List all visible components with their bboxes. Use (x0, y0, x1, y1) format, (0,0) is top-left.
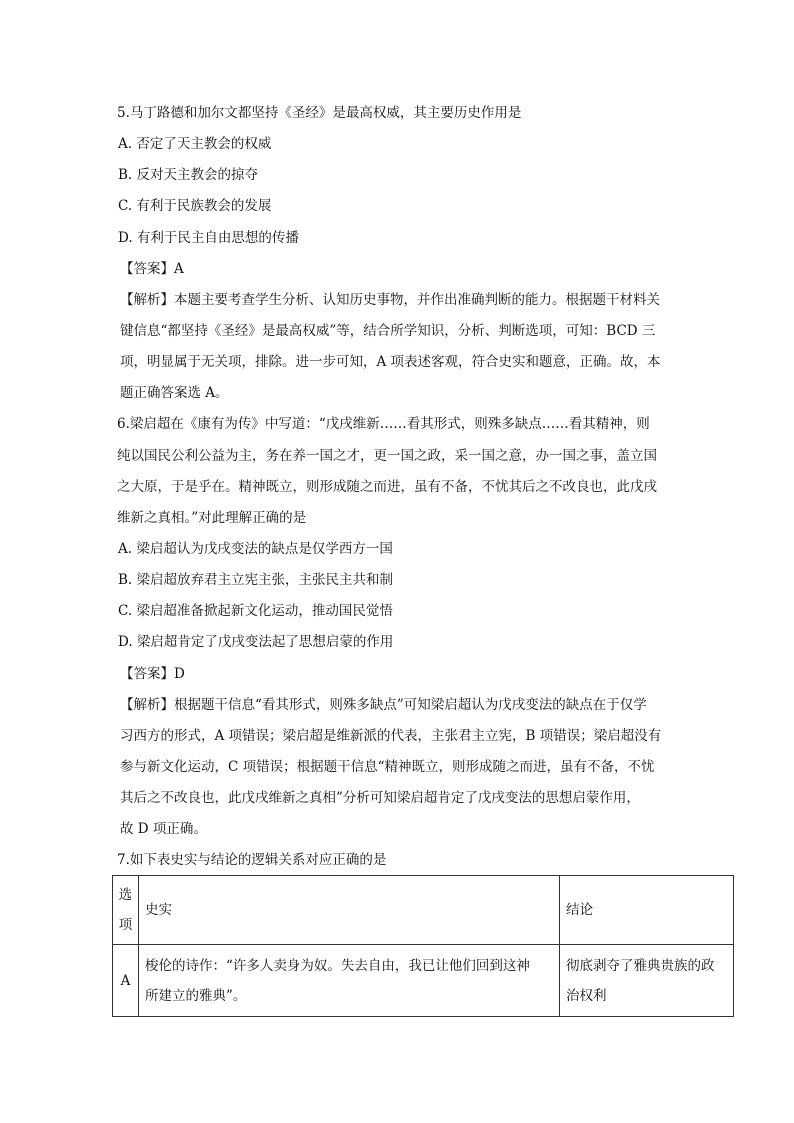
q5-analysis-line: 【解析】本题主要考查学生分析、认知历史事物，并作出准确判断的能力。根据题干材料关 (120, 292, 660, 308)
q6-analysis-line: 其后之不改良也，此戊戌维新之真相”分析可知梁启超肯定了戊戌变法的思想启蒙作用， (120, 790, 640, 806)
q5-option-a: A. 否定了天主教会的权威 (118, 136, 272, 152)
q6-analysis-line: 习西方的形式，A 项错误；梁启超是维新派的代表，主张君主立宪，B 项错误；梁启超没有 (120, 728, 662, 744)
header-fact-cell: 史实 (139, 876, 560, 945)
q5-analysis-line: 题正确答案选 A。 (120, 385, 229, 401)
q6-stem-line: 之大原，于是乎在。精神既立，则形成随之而进，虽有不备，不忧其后之不改良也，此戊戌 (117, 479, 657, 495)
q6-stem-line: 纯以国民公利公益为主，务在养一国之才，更一国之政，采一国之意，办一国之事，盖立国 (117, 448, 657, 464)
q5-option-d: D. 有利于民主自由思想的传播 (118, 230, 299, 246)
q6-option-c: C. 梁启超准备掀起新文化运动，推动国民觉悟 (118, 603, 393, 619)
q5-analysis-line: 项，明显属于无关项，排除。进一步可知，A 项表述客观，符合史实和题意，正确。故，本 (120, 354, 661, 370)
q6-stem-line: 维新之真相。”对此理解正确的是 (117, 510, 307, 526)
fact-text-line: 所建立的雅典”。 (145, 987, 247, 1004)
q6-stem-line: 6.梁启超在《康有为传》中写道：“戊戌维新……看其形式，则殊多缺点……看其精神，则 (117, 416, 650, 432)
q6-option-a: A. 梁启超认为戊戌变法的缺点是仅学西方一国 (118, 541, 393, 557)
conclusion-text-line: 治权利 (566, 987, 607, 1004)
q6-option-d: D. 梁启超肯定了戊戌变法起了思想启蒙的作用 (118, 634, 394, 650)
q6-analysis-line: 【解析】根据题干信息“看其形式，则殊多缺点”可知梁启超认为戊戌变法的缺点在于仅学 (120, 697, 647, 713)
option-cell: A (113, 945, 139, 1017)
q5-stem: 5.马丁路德和加尔文都坚持《圣经》是最高权威，其主要历史作用是 (117, 105, 522, 121)
conclusion-text-line: 彻底剥夺了雅典贵族的政 (566, 957, 715, 974)
q5-analysis-line: 键信息“都坚持《圣经》是最高权威”等，结合所学知识，分析、判断选项，可知：BCD 三 (120, 323, 656, 339)
q5-answer: 【答案】A (120, 261, 184, 277)
conclusion-cell (560, 945, 734, 1017)
q6-analysis-line: 参与新文化运动，C 项错误；根据题干信息“精神既立，则形成随之而进，虽有不备，不忧 (120, 759, 655, 775)
table-row (113, 945, 734, 1017)
fact-text-line: 梭伦的诗作：“许多人卖身为奴。失去自由，我已让他们回到这神 (145, 957, 530, 974)
q5-option-b: B. 反对天主教会的掠夺 (118, 167, 259, 183)
q5-option-c: C. 有利于民族教会的发展 (118, 198, 272, 214)
header-option-text: 选 (118, 887, 133, 903)
q6-answer: 【答案】D (120, 666, 185, 682)
q6-analysis-line: 故 D 项正确。 (120, 821, 207, 837)
q7-stem: 7.如下表史实与结论的逻辑关系对应正确的是 (117, 852, 387, 868)
q7-table (112, 875, 734, 1017)
header-conclusion-cell: 结论 (560, 876, 734, 945)
q6-option-b: B. 梁启超放弃君主立宪主张，主张民主共和制 (118, 572, 394, 588)
fact-cell (139, 945, 560, 1017)
header-option-cell (113, 876, 139, 945)
table-header-row (113, 876, 734, 945)
header-option-text: 项 (118, 917, 133, 933)
